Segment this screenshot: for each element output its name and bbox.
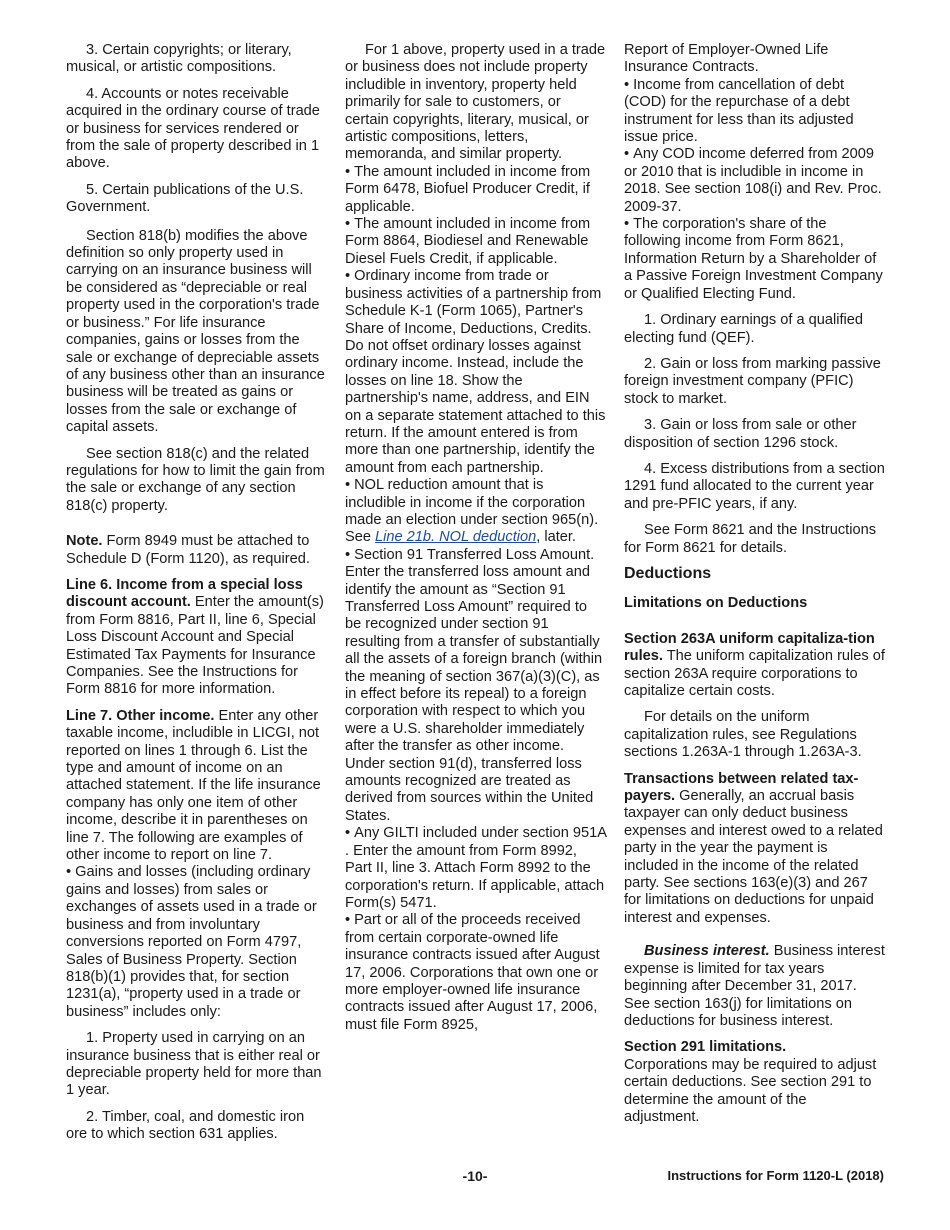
note-paragraph xyxy=(66,533,328,568)
transactions-paragraph xyxy=(624,771,886,928)
section263a-text: The uniform capitalization rules of section 263A require corporations to capitalize certain costs. xyxy=(624,648,885,699)
bullet-item: • The amount included in income from Form 6478, Biofuel Producer Credit, if applicable. xyxy=(345,164,607,216)
middle-column xyxy=(345,42,607,1034)
list-item: 2. Timber, coal, and domestic iron ore to which section 631 applies. xyxy=(66,1108,305,1143)
transactions-heading: Transactions between related tax-payers. xyxy=(624,770,859,805)
bullet-item: • Gains and losses (including ordinary gains and losses) from sales or exchanges of assets used in a trade or business and from involuntary conversions reported on Form 4797, Sales of Business Property. Section 818(b)(1) provides that, for section 1231(a), “property used in a trade or business” includes only: xyxy=(66,864,328,1021)
bullet-item: • The amount included in income from Form 8864, Biodiesel and Renewable Diesel Fuels Credit, if applicable. xyxy=(345,216,607,268)
section291-text: Corporations may be required to adjust certain deductions. See section 291 to determine the amount of the adjustment. xyxy=(624,1056,877,1125)
paragraph: For details on the uniform capitalization rules, see Regulations sections 1.263A-1 through 1.263A-3. xyxy=(624,709,862,761)
paragraph: See Form 8621 and the Instructions for Form 8621 for details. xyxy=(624,522,877,556)
line6-paragraph xyxy=(66,577,328,699)
section263a-paragraph xyxy=(624,631,886,701)
left-column xyxy=(66,42,328,1148)
list-item: 3. Certain copyrights; or literary, musical, or artistic compositions. xyxy=(66,42,292,76)
paragraph: Section 818(b) modifies the above definition so only property used in carrying on an insurance business will be considered as “depreciable or real property used in the corporation's trade or business.” For life insurance companies, gains or losses from the sale or exchange of depreciable assets of any business other than an insurance business will be treated as gains or losses from the sale or exchange of capital assets. xyxy=(66,227,325,436)
list-item: 2. Gain or loss from marking passive foreign investment company (PFIC) stock to market. xyxy=(624,355,881,407)
bullet-item: • Any GILTI included under section 951A . Enter the amount from Form 8992, Part II, line 3. Attach Form 8992 to the corporation's return. If applicable, attach Form(s) 5471. xyxy=(345,825,607,912)
bullet-item: • Section 91 Transferred Loss Amount. Enter the transferred loss amount and identify the amount as “Section 91 Transferred Loss Amount” required to be recognized under section 91 resulting from a transfer of substantially all the assets of a foreign branch (within the meaning of section 367(a)(3)(C), as in effect before its repeal) to a foreign corporation with respect to which you were a U.S. shareholder immediately after the transfer as other income. Under section 91(d), transferred loss amounts recognized are treated as derived from sources within the United States. xyxy=(345,547,607,826)
line7-paragraph xyxy=(66,708,328,865)
page-number: -10- xyxy=(462,1168,488,1184)
document-title: Instructions for Form 1120-L (2018) xyxy=(667,1168,884,1183)
note-text: Form 8949 must be attached to Schedule D (Form 1120), as required. xyxy=(66,533,310,567)
section291-heading: Section 291 limitations. xyxy=(624,1039,787,1056)
transactions-text: Generally, an accrual basis taxpayer can only deduct business expenses and interest owed to a related party in the year the payment is included in the income of the related party. See sections 163(e)(3) and 267 for limitations on deductions for unpaid interest and expenses. xyxy=(624,788,883,926)
nol-deduction-link[interactable]: Line 21b. NOL deduction xyxy=(375,529,537,546)
note-label: Note. xyxy=(66,533,103,550)
bullet-item: • Income from cancellation of debt (COD) for the repurchase of a debt instrument for less than its adjusted issue price. xyxy=(624,77,886,147)
paragraph: For 1 above, property used in a trade or business does not include property includible in inventory, property held primarily for sale to customers, or certain copyrights, literary, musical, or artistic compositions, letters, memoranda, and similar property. xyxy=(345,42,606,163)
list-item: 1. Ordinary earnings of a qualified electing fund (QEF). xyxy=(624,312,864,346)
bullet-item: • Any COD income deferred from 2009 or 2010 that is includible in income in 2018. See section 108(i) and Rev. Proc. 2009-37. xyxy=(624,146,886,216)
nol-text-end: , later. xyxy=(536,529,576,546)
list-item: 1. Property used in carrying on an insurance business that is either real or depreciable property held for more than 1 year. xyxy=(66,1030,322,1099)
bullet-item: • Ordinary income from trade or business activities of a partnership from Schedule K-1 (Form 1065), Partner's Share of Income, Deductions, Credits. Do not offset ordinary losses against ordinary income. Instead, include the losses on line 18. Show the partnership's name, address, and EIN on a separate statement attached to this return. If the amount entered is from more than one partnership, identify the amount from each partnership. xyxy=(345,268,607,477)
list-item: 4. Excess distributions from a section 1291 fund allocated to the current year and pre-PFIC years, if any. xyxy=(624,460,885,512)
business-interest-text: Business interest expense is limited for tax years beginning after December 31, 2017. See section 163(j) for limitations on deductions for business interest. xyxy=(624,943,885,1029)
bullet-item xyxy=(345,477,607,547)
line6-text: Enter the amount(s) from Form 8816, Part II, line 6, Special Loss Discount Account and Special Estimated Tax Payments for Insurance Companies. See the Instructions for Form 8816 for more information. xyxy=(66,594,324,698)
bullet-item: • The corporation's share of the following income from Form 8621, Information Return by a Shareholder of a Passive Foreign Investment Company or Qualified Electing Fund. xyxy=(624,216,886,303)
business-interest-heading: Business interest. xyxy=(644,943,770,960)
business-interest-paragraph xyxy=(624,943,886,1030)
paragraph: Report of Employer-Owned Life Insurance Contracts. xyxy=(624,42,829,76)
list-item: 5. Certain publications of the U.S. Government. xyxy=(66,181,304,216)
line7-text: Enter any other taxable income, includible in LICGI, not reported on lines 1 through 6. List the type and amount of income on an attached statement. If the life insurance company has only one item of other income, describe it in parentheses on line 7. The following are examples of other income to report on line 7. xyxy=(66,707,321,864)
line7-heading: Line 7. Other income. xyxy=(66,707,215,724)
line6-heading: Line 6. Income from a special loss discount account. xyxy=(66,576,303,611)
right-column xyxy=(624,42,886,1130)
section-heading: Deductions xyxy=(624,564,712,582)
subsection-heading: Limitations on Deductions xyxy=(624,595,808,612)
nol-text: NOL reduction amount that is includible in income if the corporation made an election under section 965(n). See xyxy=(345,477,599,546)
paragraph: See section 818(c) and the related regulations for how to limit the gain from the sale or exchange of any section 818(c) property. xyxy=(66,445,325,514)
list-item: 3. Gain or loss from sale or other disposition of section 1296 stock. xyxy=(624,417,857,451)
list-item: 4. Accounts or notes receivable acquired in the ordinary course of trade or business for services rendered or from the sale of property described in 1 above. xyxy=(66,85,320,172)
section263a-heading: Section 263A uniform capitaliza-tion rules. xyxy=(624,630,875,665)
bullet-item: • Part or all of the proceeds received from certain corporate-owned life insurance contracts issued after August 17, 2006. Corporations that own one or more employer-owned life insurance contracts issued after August 17, 2006, must file Form 8925, xyxy=(345,912,607,1034)
